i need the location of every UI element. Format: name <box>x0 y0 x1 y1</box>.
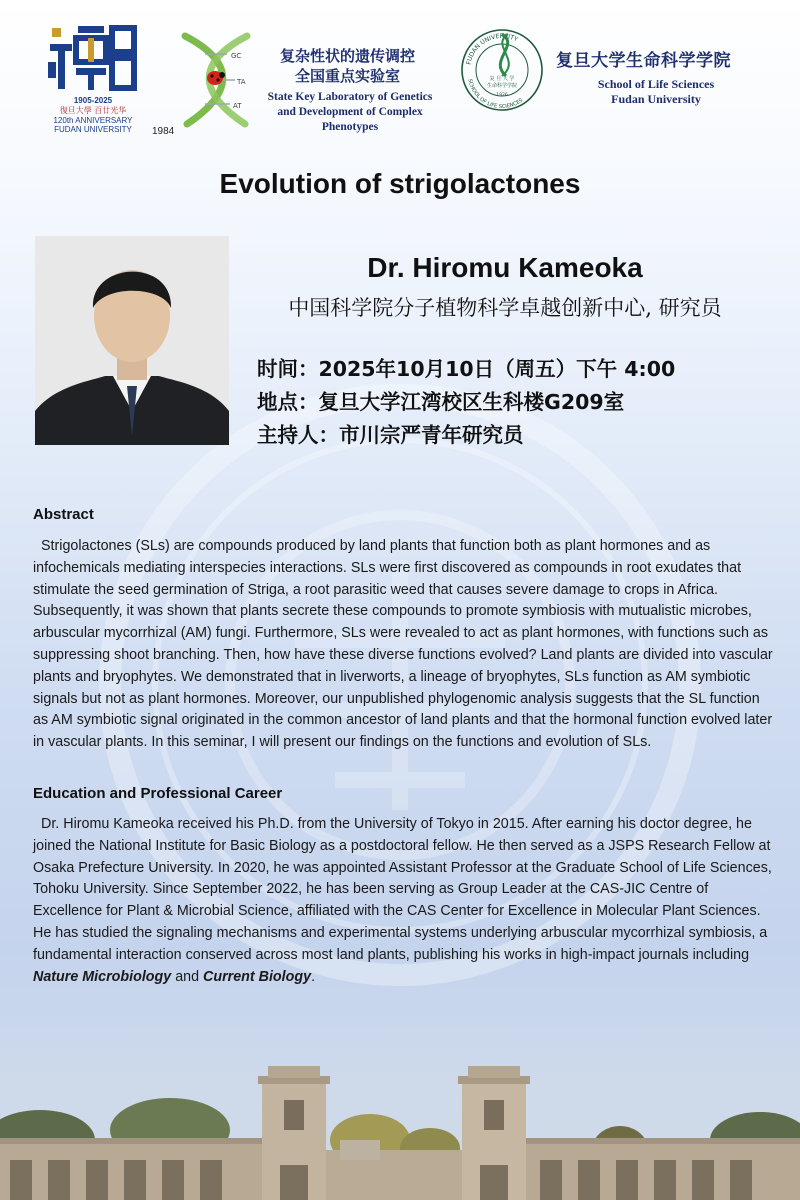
school-seal-icon <box>458 20 546 120</box>
seal-center-line-1: 复 旦 大 学 <box>489 76 515 82</box>
lab-name-en-line-1: State Key Laboratory of Genetics <box>267 91 433 103</box>
seal-ring-top: FUDAN UNIVERSITY <box>465 32 519 66</box>
school-name-cn: 复旦大学生命科学学院 <box>556 51 731 71</box>
svg-text:FUDAN UNIVERSITY <box>465 33 518 65</box>
event-time: 时间：2025年10月10日（周五）下午 4:00 <box>257 357 676 381</box>
education-paragraph <box>33 814 773 988</box>
education-text <box>33 814 773 988</box>
lab-founding-year: 1984 <box>152 126 175 137</box>
event-location: 地点：复旦大学江湾校区生科楼G209室 <box>257 390 625 414</box>
page-title: Evolution of strigolactones <box>219 168 581 199</box>
speaker-name: Dr. Hiromu Kameoka <box>367 252 643 283</box>
abstract-heading: Abstract <box>33 506 94 523</box>
anniversary-logo <box>48 22 138 134</box>
education-ending: . <box>311 968 316 985</box>
anniversary-years: 1905-2025 <box>73 96 113 105</box>
lab-name-en <box>250 90 450 135</box>
lab-logo <box>150 28 440 138</box>
school-logo <box>458 20 778 140</box>
anniversary-line-1: 復旦大學 百廿光华 <box>59 106 127 115</box>
school-name-en-line-1: School of Life Sciences <box>597 77 715 91</box>
dna-helix-icon <box>175 32 260 128</box>
seal-center-line-2: 生命科学学院 <box>486 83 518 89</box>
header <box>0 0 800 150</box>
speaker-affiliation: 中国科学院分子植物科学卓越创新中心, 研究员 <box>288 296 722 320</box>
campus-building-image <box>0 1030 800 1200</box>
seal-ring-bottom: SCHOOL OF LIFE SCIENCES <box>466 78 525 111</box>
anniversary-emblem-icon <box>48 22 138 92</box>
lab-name-en-line-2: and Development of Complex <box>277 106 423 118</box>
lab-name-cn-line-2: 全国重点实验室 <box>294 67 400 85</box>
speaker-photo <box>35 236 229 445</box>
anniversary-line-2: 120th ANNIVERSARY <box>53 116 133 125</box>
journal-current-biology: Current Biology <box>203 968 312 985</box>
journal-nature-microbiology: Nature Microbiology <box>33 968 172 985</box>
education-body: Dr. Hiromu Kameoka received his Ph.D. from the University of Tokyo in 2015. After earning his doctor degree, he joined the National Institute for Basic Biology as a postdoctoral fellow. He then served as a JSPS Research Fellow at Osaka Prefecture University. In 2020, he was appointed Assistant Professor at the Graduate School of Life Sciences, Tohoku University. Since September 2022, he has been serving as Group Leader at the CAS-JIC Centre of Excellence for Plant & Microbial Science, affiliated with the CAS Center for Excellence in Molecular Plant Sciences. He has studied the signaling mechanisms and experimental systems underlying arbuscular mycorrhizal symbiosis, a fundamental interaction conserved across most land plants, publishing his works in high-impact journals including <box>33 816 772 963</box>
lab-name-cn <box>255 46 440 86</box>
event-host: 主持人：市川宗严青年研究员 <box>257 423 524 447</box>
lab-name-cn-line-1: 复杂性状的遗传调控 <box>279 47 415 65</box>
dna-label-at: AT <box>233 102 242 110</box>
abstract-paragraph: Strigolactones (SLs) are compounds produced by land plants that function both as plant hormones and as infochemicals mediating interspecies interactions. SLs were first discovered as compounds in root exudates that stimulate the seed germination of Striga, a root parasitic weed that causes severe damage to crops in Africa. Subsequently, it was shown that plants secrete these compounds to promote symbiosis with mutualistic microbes, arbuscular mycorrhizal (AM) fungi. Furthermore, SLs were revealed to act as plant hormones, with functions such as suppressing shoot branching. Then, how have these diverse functions evolved? Land plants are divided into vascular plants and bryophytes. We demonstrated that in liverworts, a lineage of bryophytes, SLs function as AM symbiotic signals but not as plant hormones. Moreover, our unpublished phylogenomic analysis suggests that the SL function as AM symbiotic signal originated in the common ancestor of land plants and that the hormonal function evolved later in vascular plants. In this seminar, I will present our findings on the functions and evolution of SLs. <box>33 538 773 751</box>
seal-year: 1926 <box>496 93 508 98</box>
lab-name-en-line-3: Phenotypes <box>321 121 379 133</box>
abstract-text <box>33 536 773 754</box>
dna-label-gc: GC <box>231 52 242 60</box>
education-joiner: and <box>171 968 204 985</box>
dna-label-ta: TA <box>237 78 246 86</box>
education-heading: Education and Professional Career <box>33 785 283 802</box>
anniversary-line-3: FUDAN UNIVERSITY <box>54 125 132 134</box>
school-name-en-line-2: Fudan University <box>611 92 701 106</box>
